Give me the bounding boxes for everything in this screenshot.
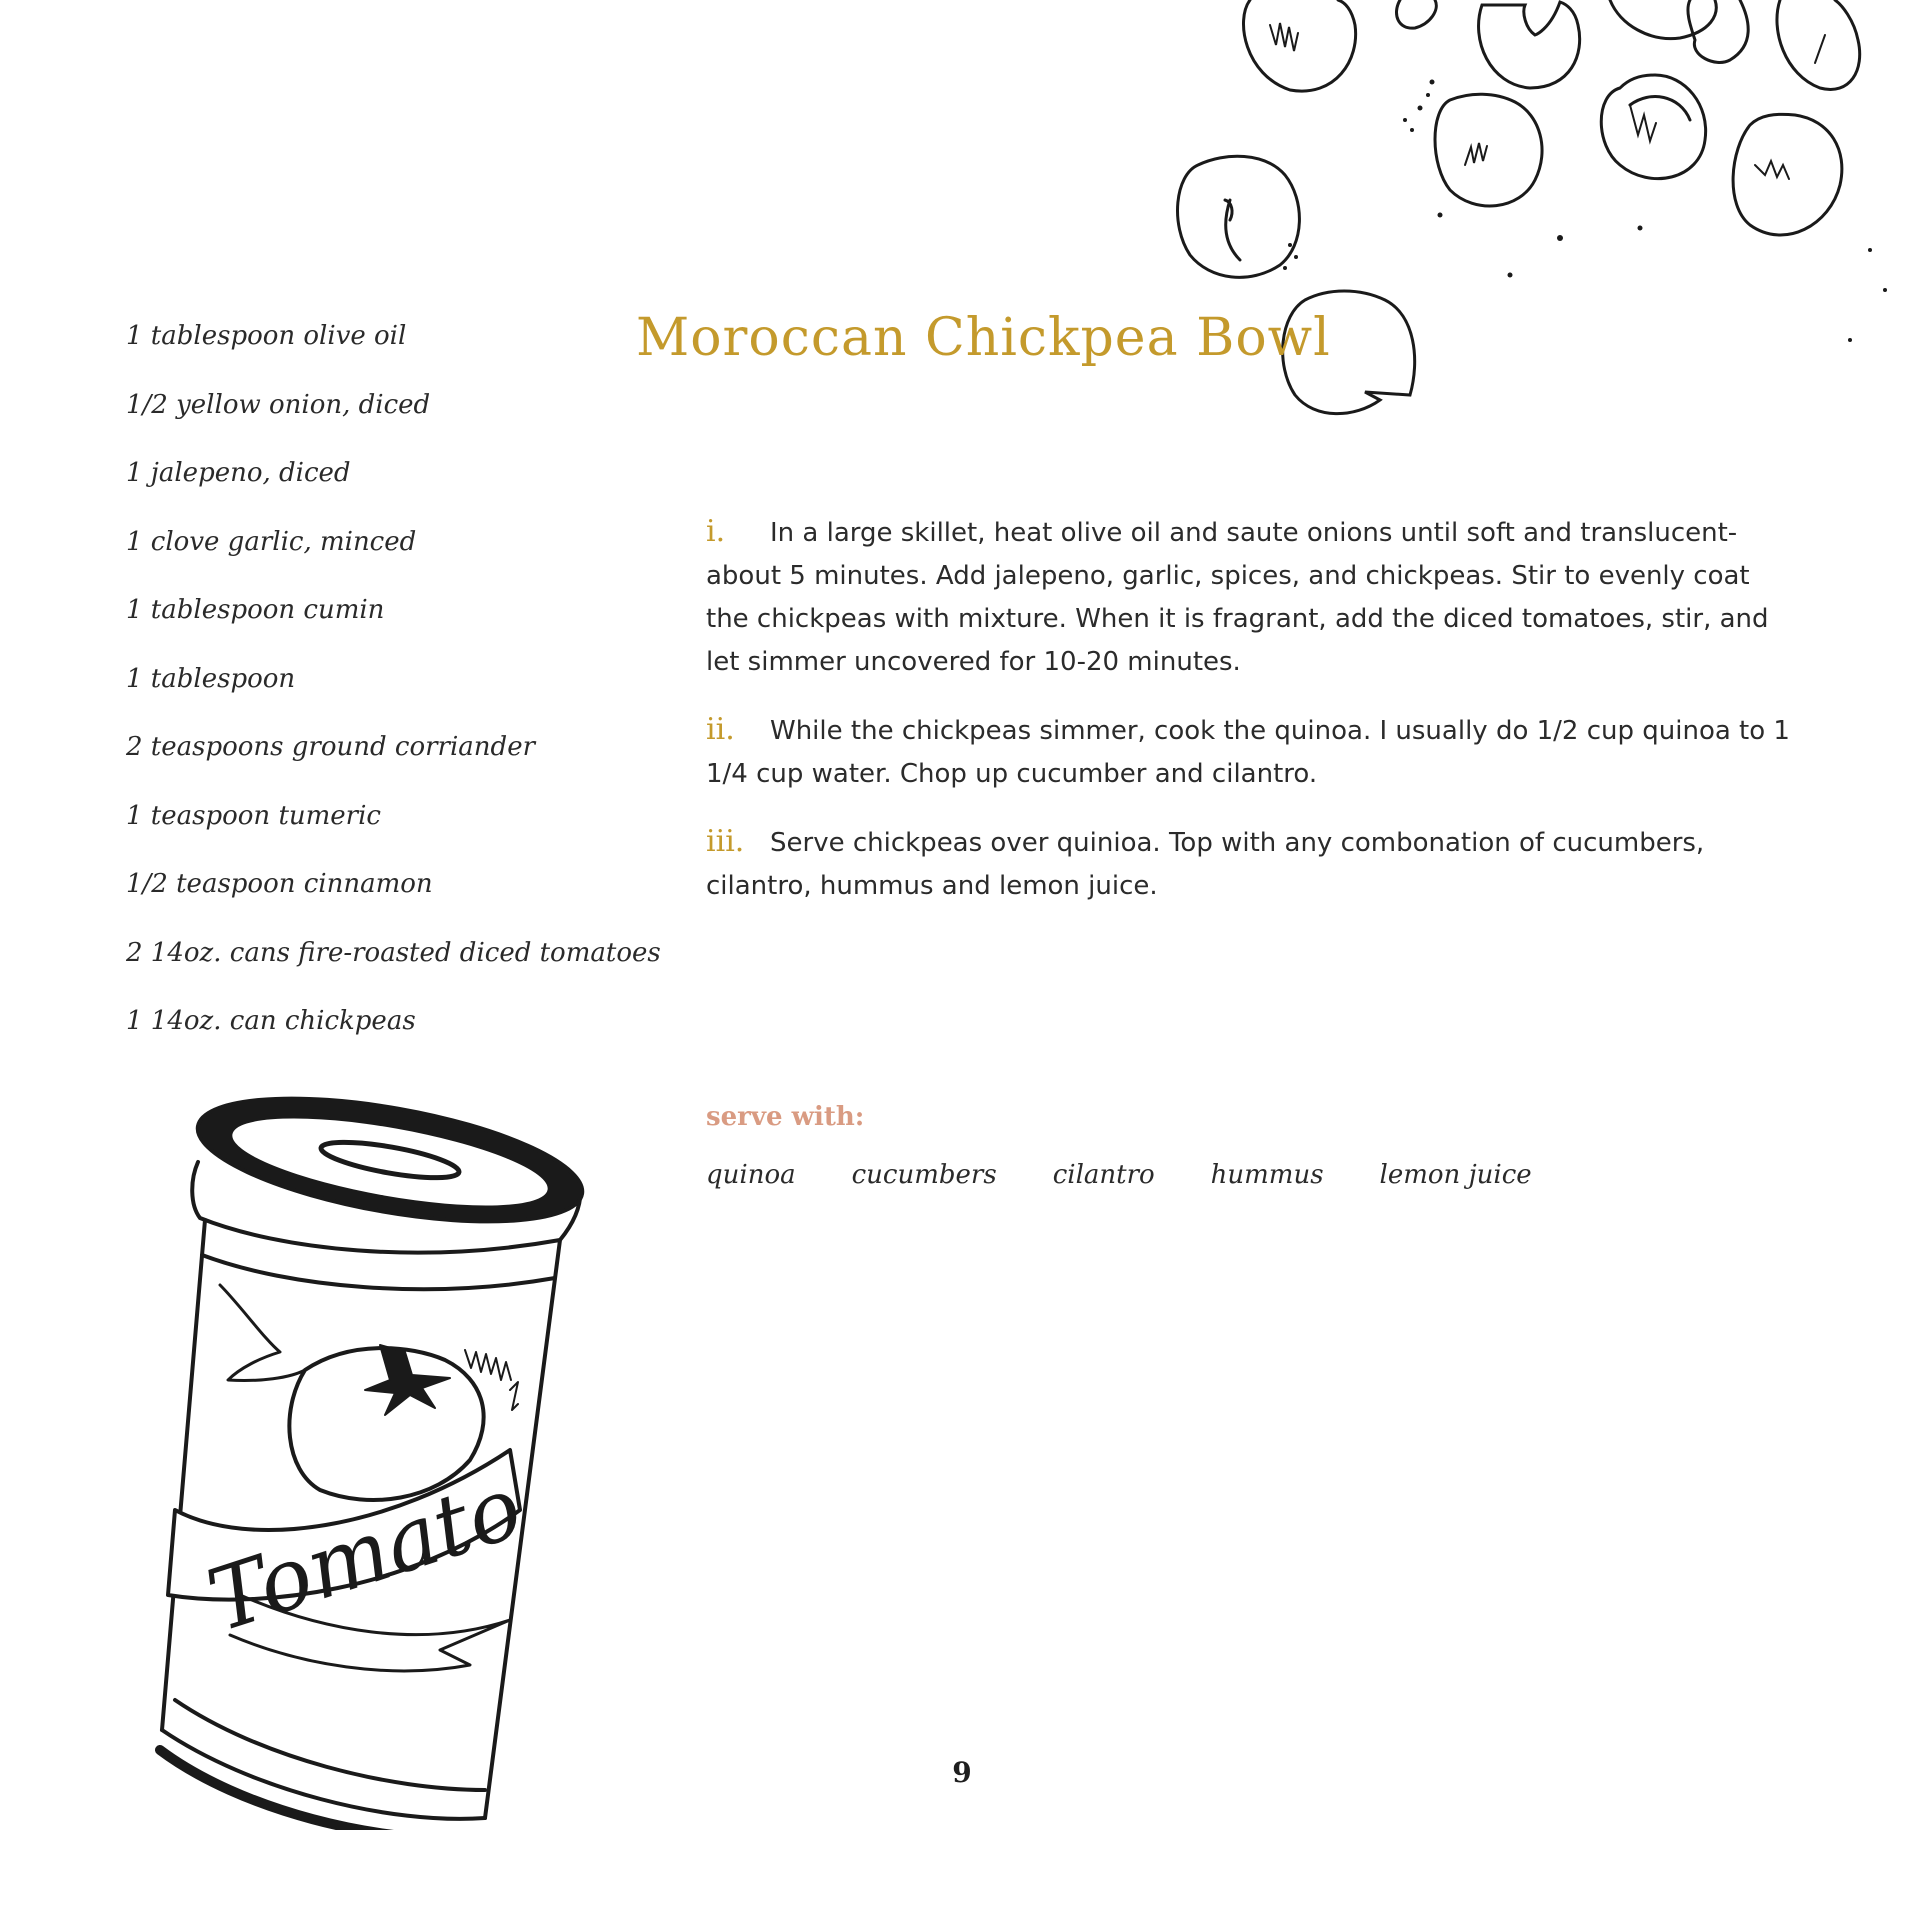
step-number: i. bbox=[706, 514, 726, 549]
can-label-text: Tomato bbox=[196, 1457, 534, 1652]
ingredient-item: 1/2 yellow onion, diced bbox=[126, 389, 431, 420]
ingredient-item: 1 clove garlic, minced bbox=[126, 526, 417, 557]
instruction-steps bbox=[706, 510, 1796, 932]
page-number: 9 bbox=[952, 1756, 972, 1789]
step-2 bbox=[706, 708, 1796, 796]
step-text: Serve chickpeas over quinioa. Top with any combonation of cucumbers, cilantro, hummus and lemon juice. bbox=[706, 828, 1705, 901]
ingredient-item: 1 teaspoon tumeric bbox=[126, 800, 381, 831]
ingredient-item: 2 14oz. cans fire-roasted diced tomatoes bbox=[126, 937, 661, 968]
ingredient-item: 1 14oz. can chickpeas bbox=[126, 1006, 416, 1036]
step-text: While the chickpeas simmer, cook the quinoa. I usually do 1/2 cup quinoa to 1 1/4 cup water. Chop up cucumber and cilantro. bbox=[706, 716, 1790, 789]
step-number: iii. bbox=[706, 824, 745, 859]
serve-item: hummus bbox=[1210, 1160, 1324, 1190]
serve-with-list bbox=[706, 1160, 1588, 1190]
serve-item: cucumbers bbox=[851, 1160, 997, 1190]
ingredient-item: 2 teaspoons ground corriander bbox=[126, 732, 536, 762]
step-3 bbox=[706, 820, 1796, 908]
ingredient-item: 1 tablespoon bbox=[126, 663, 296, 694]
recipe-title: Moroccan Chickpea Bowl bbox=[636, 308, 1331, 368]
serve-item: cilantro bbox=[1052, 1160, 1155, 1190]
ingredient-item: 1 tablespoon olive oil bbox=[126, 321, 407, 351]
ingredient-item: 1/2 teaspoon cinnamon bbox=[126, 869, 433, 899]
serve-with-heading: serve with: bbox=[706, 1102, 865, 1132]
step-number: ii. bbox=[706, 712, 735, 747]
serve-item: quinoa bbox=[706, 1160, 796, 1190]
ingredient-list bbox=[126, 316, 661, 1070]
step-text: In a large skillet, heat olive oil and saute onions until soft and translucent- about 5 minutes. Add jalepeno, garlic, spices, and chickpeas. Stir to evenly coat the chickpeas with mixture. When it is fragrant, add the diced tomatoes, stir, and let simmer uncovered for 10-20 minutes. bbox=[706, 518, 1769, 677]
serve-item: lemon juice bbox=[1379, 1160, 1532, 1190]
tomato-can-illustration bbox=[90, 1090, 610, 1830]
ingredient-item: 1 tablespoon cumin bbox=[126, 595, 385, 625]
chickpeas-illustration bbox=[1130, 0, 1920, 480]
step-1 bbox=[706, 510, 1796, 684]
ingredient-item: 1 jalepeno, diced bbox=[126, 458, 351, 488]
